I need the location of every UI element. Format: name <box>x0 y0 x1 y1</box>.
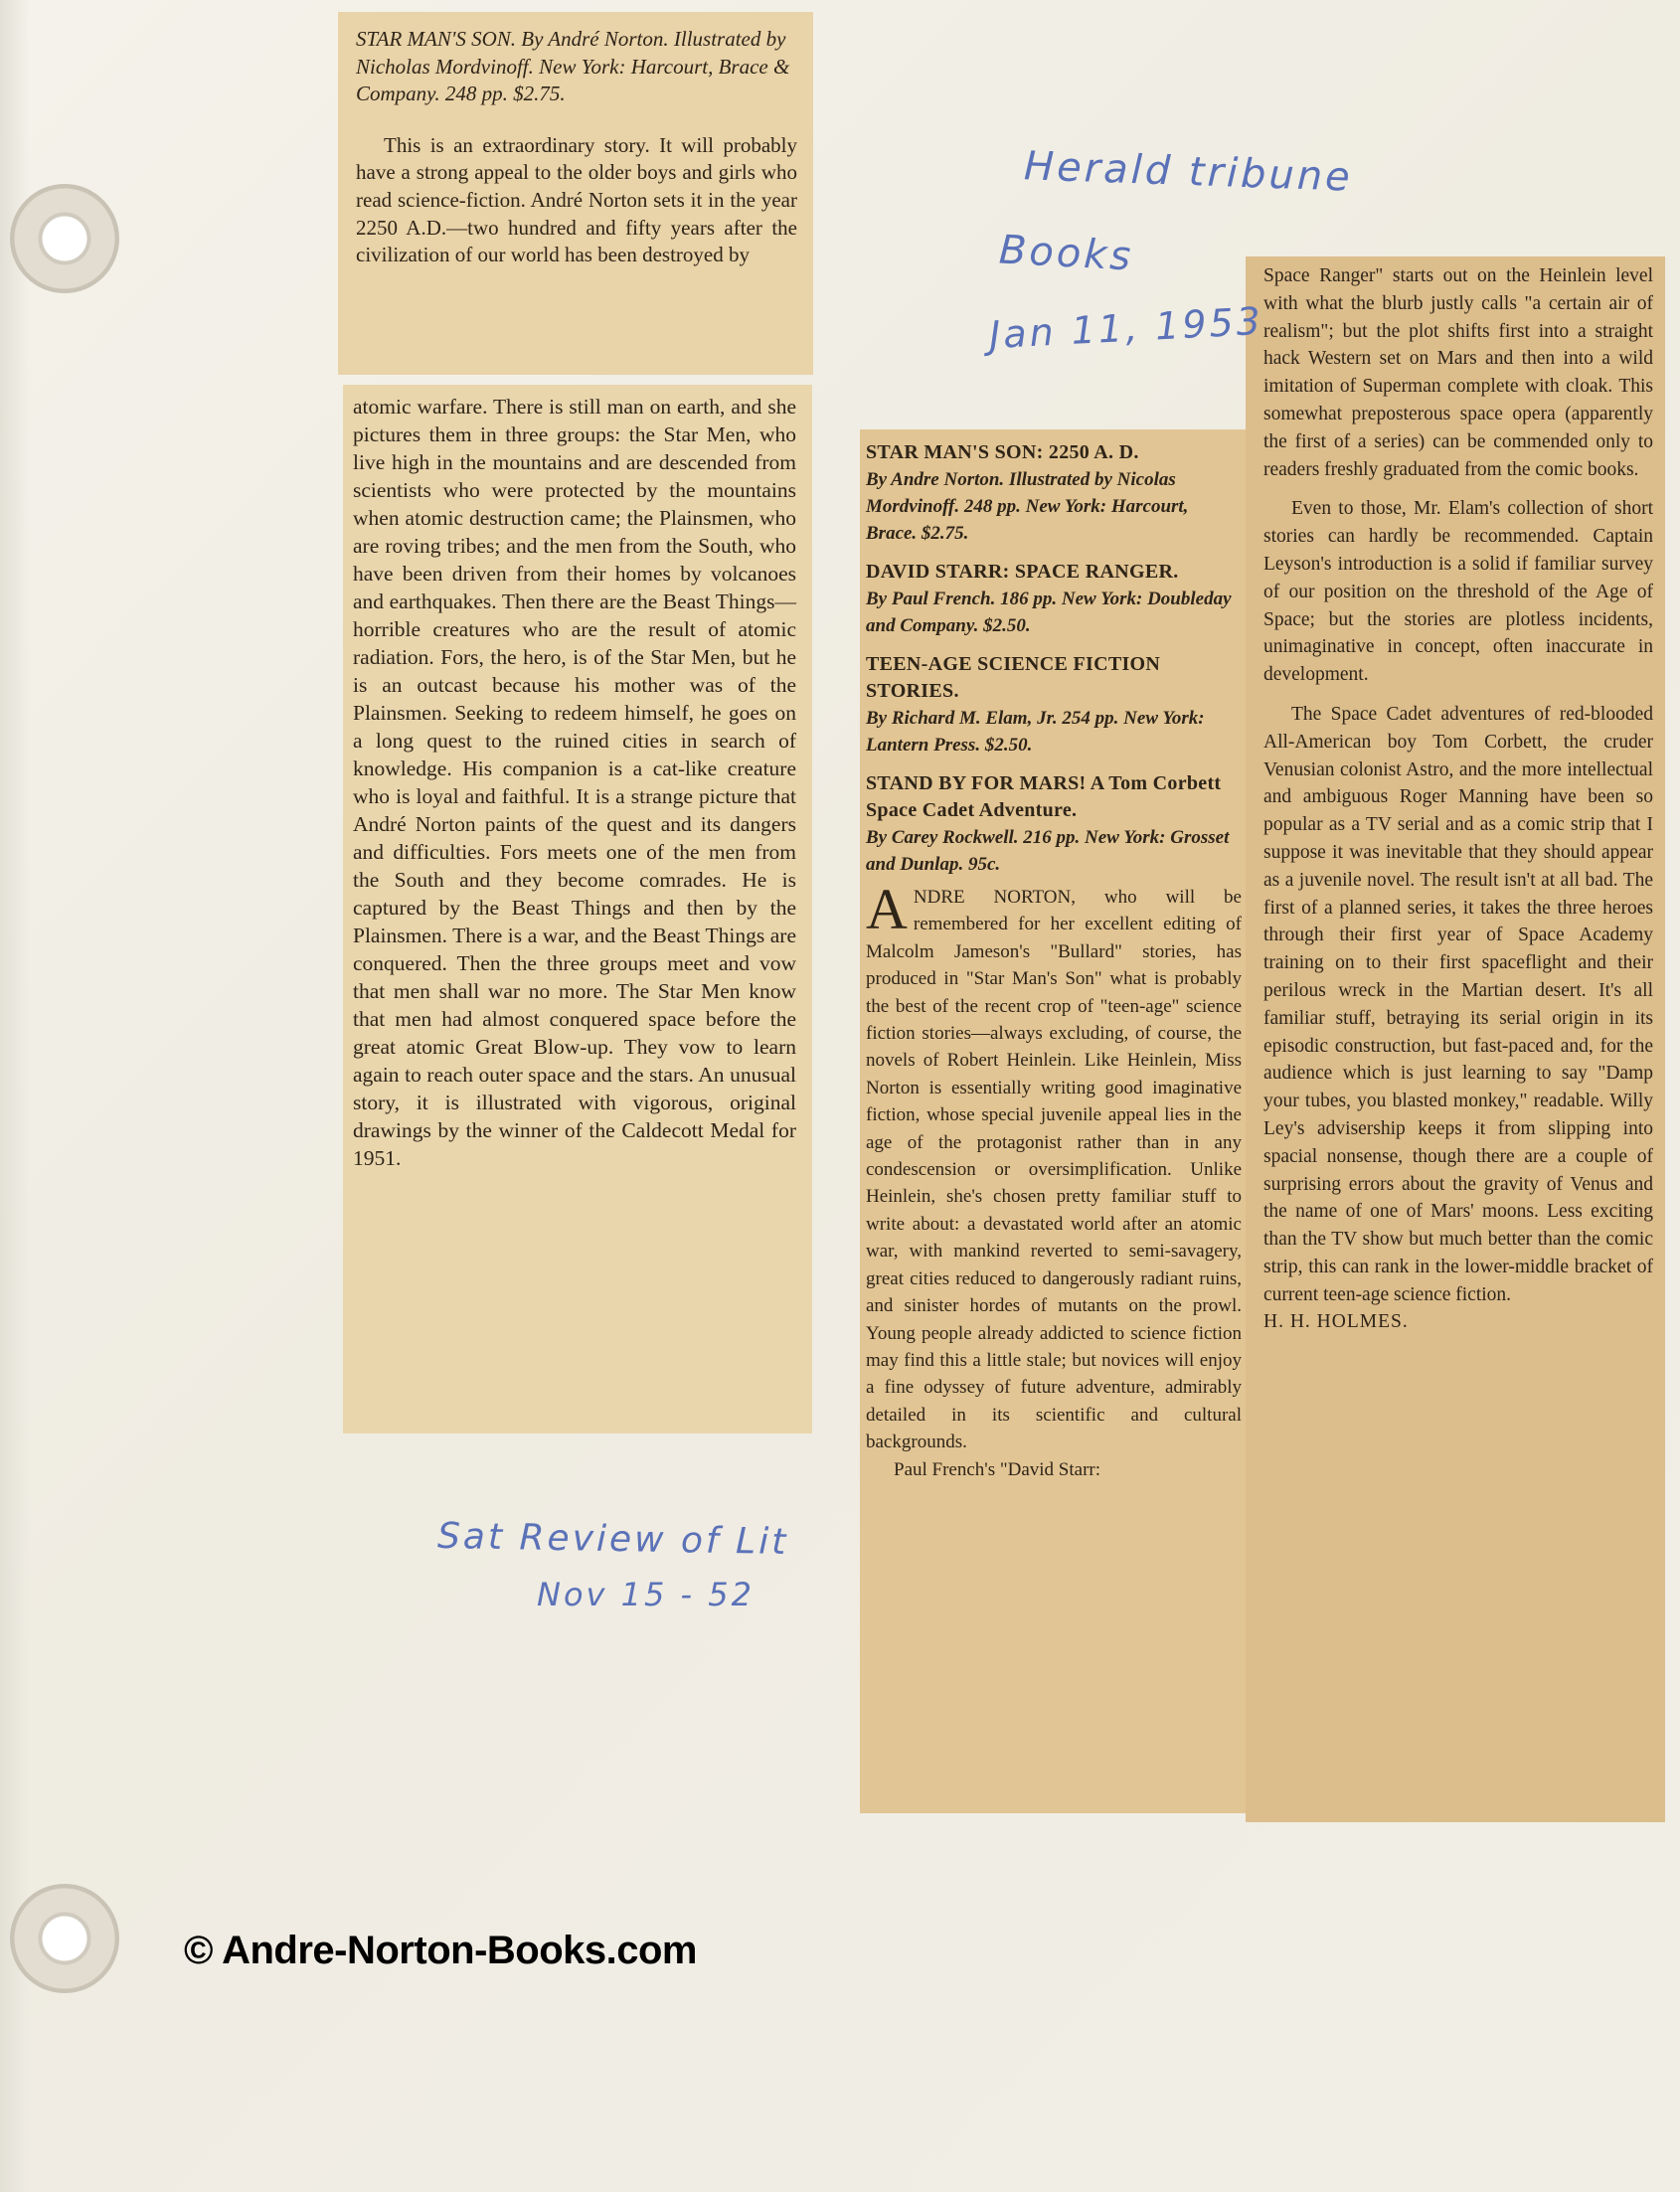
binder-hole-top <box>10 184 119 293</box>
herald-para2-start: Paul French's "David Starr: <box>894 1458 1101 1480</box>
handwritten-herald-date: Jan 11, 1953 <box>988 298 1264 358</box>
herald-para1 <box>866 877 1242 1456</box>
herald-col2-para1: Space Ranger" starts out on the Heinlein level with what the blurb justly calls "a certain air of realism"; but the plot shifts first into a straight hack Western set on Mars and then into a wild imitation of Superman complete with cloak. This somewhat preposterous space opera (apparently the first of a series) can be commended only to readers freshly graduated from the comic books. <box>1263 265 1653 480</box>
herald-clipping-col1 <box>860 429 1250 1813</box>
book-entry-star-mans-son <box>866 439 1242 547</box>
handwritten-sat-review-date: Nov 15 - 52 <box>537 1576 755 1613</box>
herald-clipping-col2 <box>1246 256 1665 1822</box>
sat-review-para2: atomic warfare. There is still man on earth, and she pictures them in three groups: the Star Men, who live high in the mountains and are descended from scientists who were protected by the mountains when atomic destruction came; the Plainsmen, who are roving tribes; and the men from the South, who have been driven from their homes by volcanoes and earthquakes. Then there are the Beast Things—horrible creatures who are the result of atomic radiation. Fors, the hero, is of the Star Men, but he is an outcast because his mother was of the Plainsmen. Seeking to redeem himself, he goes on a long quest to the ruined cities in search of knowledge. His companion is a cat-like creature who is loyal and faithful. It is a strange picture that André Norton paints of the quest and its dangers and difficulties. Fors meets one of the men from the South and they become comrades. He is captured by the Beast Things and then by the Plainsmen. There is a war, and the Beast Things are conquered. Then the three groups meet and vow that men shall war no more. The Star Men know that men had almost conquered space before the great atomic Great Blow-up. They vow to learn again to reach outer space and the stars. An unusual story, it is illustrated with vigorous, original drawings by the winner of the Caldecott Medal for 1951. <box>353 395 796 1170</box>
handwritten-books: Books <box>997 227 1135 280</box>
book-entry-stand-by-for-mars <box>866 770 1242 878</box>
sat-review-clipping-top <box>338 12 813 375</box>
book-entry-meta: By Richard M. Elam, Jr. 254 pp. New York: Lantern Press. $2.50. <box>866 708 1205 756</box>
sat-review-clipping-bottom <box>343 385 812 1433</box>
handwritten-sat-review: Sat Review of Lit <box>436 1515 789 1564</box>
book-entry-title: STAR MAN'S SON: 2250 A. D. <box>866 441 1139 463</box>
sat-review-para1: This is an extraordinary story. It will probably have a strong appeal to the older boys and girls who read science-fiction. André Norton sets it in the year 2250 A.D.—two hundred and fifty years after the civilization of our world has been destroyed by <box>356 132 797 267</box>
book-entry-title: TEEN-AGE SCIENCE FICTION STORIES. <box>866 653 1161 702</box>
reviewer-signature: H. H. HOLMES. <box>1263 1311 1409 1333</box>
book-entry-title: STAND BY FOR MARS! A Tom Corbett Space Cadet Adventure. <box>866 772 1222 821</box>
herald-col2-para3: The Space Cadet adventures of red-blooded All-American boy Tom Corbett, the cruder Venusian colonist Astro, and the more intellectual and ambiguous Roger Manning have been so popular as a TV serial and as a comic strip that I suppose it was inevitable that they should appear as a juvenile novel. The result isn't at all bad. The first of a planned series, it takes the three heroes through their first year of Space Academy training on to their first spaceflight and their perilous wreck in the Martian desert. It's all familiar stuff, betraying its serial origin in its episodic construction, but fast-paced and, for the audience which is just learning to say "Damp your tubes, you blasted monkey," readable. Willy Ley's advisership keeps it from slipping into spacial nonsense, though there are a couple of surprising errors about the gravity of Venus and the name of one of Mars' moons. Less exciting than the TV show but much better than the comic strip, this can rank in the lower-middle bracket of current teen-age science fiction. <box>1263 703 1653 1305</box>
page-crease <box>0 0 30 2192</box>
book-entry-david-starr <box>866 559 1242 639</box>
book-entry-meta: By Carey Rockwell. 216 pp. New York: Grosset and Dunlap. 95c. <box>866 827 1230 875</box>
drop-cap: A <box>866 877 908 941</box>
book-entry-meta: By Andre Norton. Illustrated by Nicolas Mordvinoff. 248 pp. New York: Harcourt, Brace. $2.75. <box>866 469 1189 544</box>
book-entry-teen-age <box>866 651 1242 759</box>
book-entry-meta: By Paul French. 186 pp. New York: Doubleday and Company. $2.50. <box>866 589 1232 636</box>
sat-review-header: STAR MAN'S SON. By André Norton. Illustrated by Nicholas Mordvinoff. New York: Harcourt, Brace & Company. 248 pp. $2.75. <box>356 27 790 106</box>
book-entry-title: DAVID STARR: SPACE RANGER. <box>866 561 1179 583</box>
binder-hole-bottom <box>10 1884 119 1993</box>
copyright-watermark: © Andre-Norton-Books.com <box>184 1929 697 1972</box>
herald-col2-para2: Even to those, Mr. Elam's collection of short stories can hardly be recommended. Captain Leyson's introduction is a solid if familiar survey of our position on the threshold of the Age of Space; but the stories are plotless incidents, unimaginative in concept, often inaccurate in development. <box>1263 498 1653 686</box>
herald-para1-text: NDRE NORTON, who will be remembered for her excellent editing of Malcolm Jameson's "Bullard" stories, has produced in "Star Man's Son" what is probably the best of the recent crop of "teen-age" science fiction stories—always excluding, of course, the novels of Robert Heinlein. Like Heinlein, Miss Norton is essentially writing good imaginative fiction, whose special juvenile appeal lies in the age of the protagonist rather than in any condescension or oversimplification. Unlike Heinlein, she's chosen pretty familiar stuff to write about: a devastated world after an atomic war, with mankind reverted to semi-savagery, great cities reduced to dangerously radiant ruins, and sinister hordes of mutants on the prowl. Young people already addicted to science fiction may find this a little stale; but novices will enjoy a fine odyssey of future adventure, admirably detailed in its scientific and cultural backgrounds. <box>866 887 1242 1453</box>
handwritten-herald-tribune: Herald tribune <box>1023 143 1354 201</box>
